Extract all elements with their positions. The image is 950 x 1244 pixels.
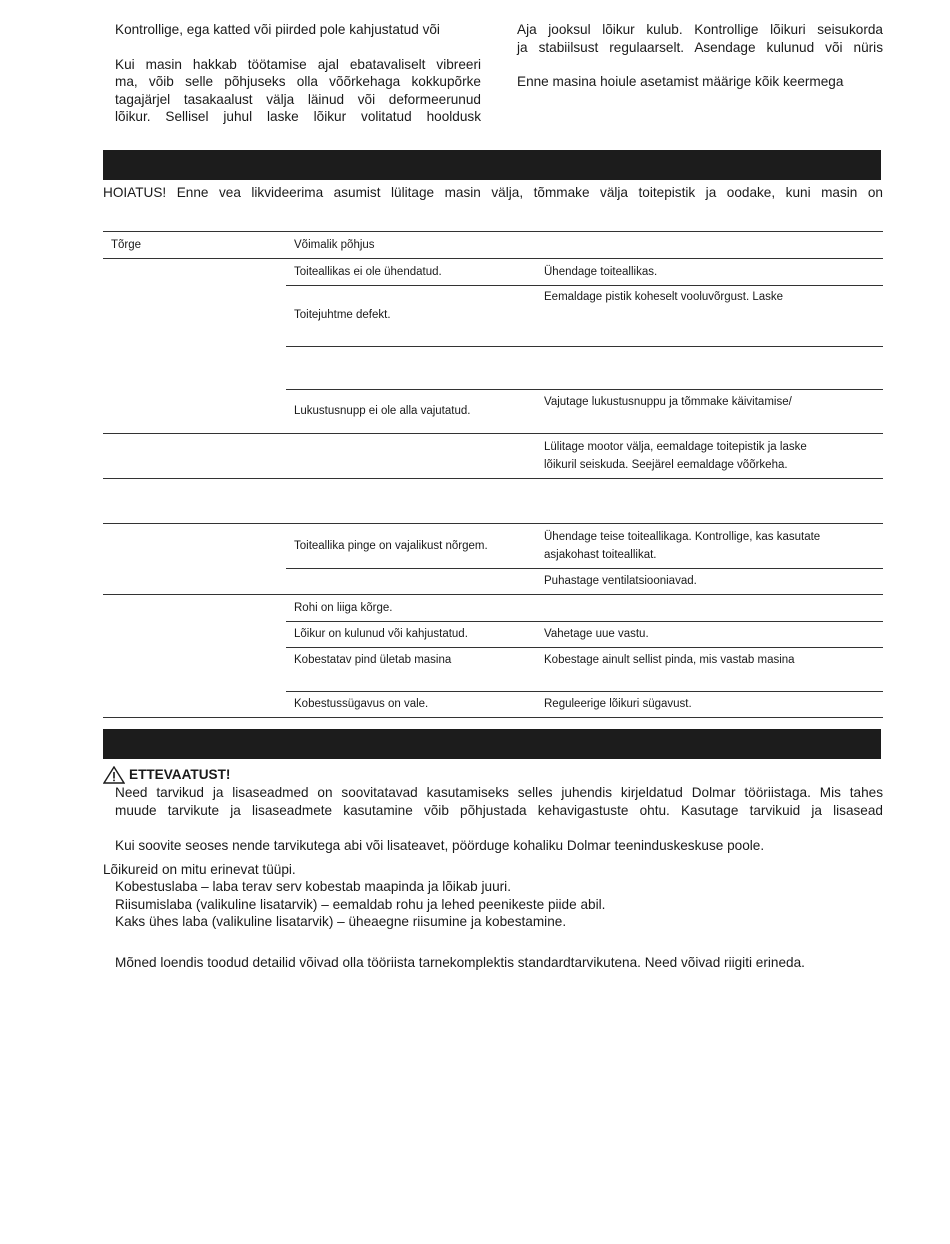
right-para-2: Enne masina hoiule asetamist määrige kõik keermega	[517, 74, 844, 89]
note-text: Mõned loendis toodud detailid võivad olla tööriista tarnekomplektis standardtarvikutena. Need võivad riigiti erineda.	[115, 954, 805, 970]
section-header-bar-accessories	[103, 729, 881, 759]
accessories-section	[103, 766, 893, 971]
remedy-line: lõikuril seiskuda. Seejärel eemaldage võõrkeha.	[544, 459, 788, 471]
table-row	[103, 433, 883, 478]
table-row	[103, 523, 883, 568]
table-row	[103, 258, 883, 285]
table-row	[103, 346, 883, 389]
table-row	[103, 389, 883, 433]
type-item: Kobestuslaba – laba terav serv kobestab maapinda ja lõikab juuri.	[115, 879, 511, 894]
remedy-cell: Ühendage toiteallikas.	[544, 266, 658, 278]
table-row	[103, 478, 883, 523]
remedy-line: Ühendage teise toiteallikaga. Kontrollige, kas kasutate	[544, 531, 821, 543]
remedy-cell: Eemaldage pistik koheselt vooluvõrgust. Laske	[544, 291, 784, 303]
section-header-bar-troubleshooting	[103, 150, 881, 180]
left-column	[115, 21, 481, 126]
cause-cell: Toitejuhtme defekt.	[294, 309, 391, 321]
cause-cell: Kobestussügavus on vale.	[294, 698, 429, 710]
right-para-1-line-1: Aja jooksul lõikur kulub. Kontrollige lõikuri seisukorda	[517, 22, 883, 37]
table-header-row	[103, 231, 883, 258]
cause-cell: Toiteallika pinge on vajalikust nõrgem.	[294, 540, 488, 552]
left-para-2-line-1: Kui masin hakkab töötamise ajal ebatavaliselt vibreeri	[115, 56, 481, 72]
right-para-1-line-2: ja stabiilsust regulaarselt. Asendage kulunud või nüris	[517, 39, 883, 55]
help-text: Kui soovite seoses nende tarvikutega abi või lisateavet, pöörduge kohaliku Dolmar teeninduskeskuse poole.	[115, 838, 765, 853]
remedy-line: asjakohast toiteallikat.	[544, 549, 657, 561]
remedy-line: Lülitage mootor välja, eemaldage toitepistik ja laske	[544, 441, 807, 453]
cause-cell: Rohi on liiga kõrge.	[294, 602, 393, 614]
header-cause: Võimalik põhjus	[294, 239, 375, 251]
caution-heading	[103, 766, 893, 784]
remedy-cell: Vajutage lukustusnuppu ja tõmmake käivitamise/	[544, 396, 792, 408]
type-item: Riisumislaba (valikuline lisatarvik) – eemaldab rohu ja lehed peenikeste piide abil.	[115, 896, 606, 912]
table-row	[103, 285, 883, 346]
right-column	[517, 21, 883, 91]
caution-title: ETTEVAATUST!	[129, 767, 231, 783]
cause-cell: Lukustusnupp ei ole alla vajutatud.	[294, 405, 471, 417]
type-item: Kaks ühes laba (valikuline lisatarvik) – üheaegne riisumine ja kobestamine.	[115, 914, 567, 929]
left-para-1: Kontrollige, ega katted või piirded pole kahjustatud või	[115, 22, 440, 37]
remedy-cell: Reguleerige lõikuri sügavust.	[544, 698, 692, 710]
table-row	[103, 594, 883, 621]
table-row	[103, 647, 883, 691]
left-para-2-line-3: tagajärjel tasakaalust välja läinud või deformeerunud	[115, 91, 481, 107]
warning-text: HOIATUS! Enne vea likvideerima asumist lülitage masin välja, tõmmake välja toitepistik ja oodake, kuni masin on	[103, 185, 883, 200]
caution-text-line-2: muude tarvikute ja lisaseadmete kasutamine võib põhjustada kehavigastuste ohtu. Kasutage tarvikuid ja lisasead	[115, 802, 883, 818]
cause-cell: Kobestatav pind ületab masina	[294, 654, 452, 666]
caution-text-line-1: Need tarvikud ja lisaseadmed on soovitatavad kasutamiseks selles juhendis kirjeldatud Dolmar tööriistaga. Mis tahes	[115, 785, 883, 800]
table-row	[103, 621, 883, 647]
header-fault: Tõrge	[111, 239, 142, 251]
types-intro: Lõikureid on mitu erinevat tüüpi.	[103, 861, 296, 877]
cause-cell: Lõikur on kulunud või kahjustatud.	[294, 628, 468, 640]
remedy-cell	[544, 528, 874, 564]
warning-triangle-icon	[103, 766, 125, 784]
cause-cell: Toiteallikas ei ole ühendatud.	[294, 266, 442, 278]
remedy-cell: Kobestage ainult sellist pinda, mis vastab masina	[544, 654, 795, 666]
left-para-2-line-4: lõikur. Sellisel juhul laske lõikur volitatud hooldusk	[115, 109, 481, 124]
troubleshooting-table	[103, 231, 883, 718]
remedy-cell	[544, 438, 874, 474]
table-row	[103, 691, 883, 718]
remedy-cell: Puhastage ventilatsiooniavad.	[544, 575, 697, 587]
table-row	[103, 568, 883, 594]
remedy-cell: Vahetage uue vastu.	[544, 628, 649, 640]
left-para-2-line-2: ma, võib selle põhjuseks olla võõrkehaga kokkupõrke	[115, 74, 481, 89]
